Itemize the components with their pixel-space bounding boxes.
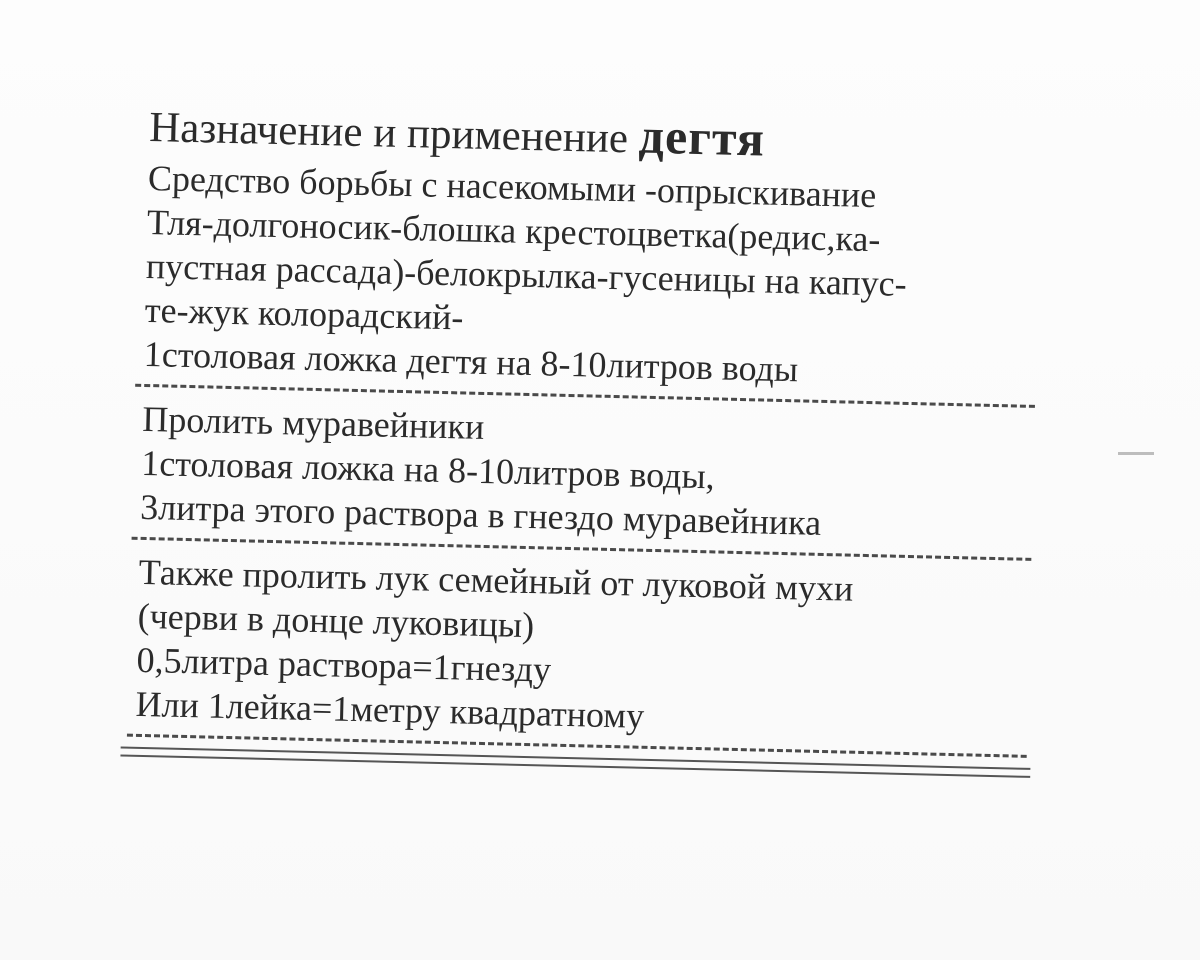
text-line: 0,5литра раствора=1гнезду	[136, 639, 552, 690]
text-line: Также пролить лук семейный от луковой мухи	[138, 551, 854, 609]
title-main: Назначение и применение	[148, 103, 640, 163]
title-emphasis: дегтя	[638, 107, 766, 167]
text-line: пустная рассада)-белокрылка-гусеницы на капус-	[145, 245, 908, 304]
text-line: Пролить муравейники	[141, 398, 485, 447]
text-line: 3литра этого раствора в гнездо муравейника	[139, 486, 822, 543]
text-line: 1столовая ложка дегтя на 8-10литров воды	[143, 333, 799, 390]
text-line: Или 1лейка=1метру квадратному	[135, 683, 645, 736]
text-line: Средство борьбы с насекомыми -опрыскивание	[147, 157, 877, 216]
document-body	[134, 96, 1059, 778]
text-line: те-жук колорадский-	[144, 289, 464, 338]
section-insect-spraying	[143, 156, 1058, 397]
section-anthills	[140, 397, 1053, 550]
text-line: 1столовая ложка на 8-10литров воды,	[140, 442, 716, 497]
scan-speck	[1118, 452, 1154, 455]
text-line: Тля-долгоносик-блошка крестоцветка(редис,ка-	[146, 201, 881, 260]
section-onion-fly	[135, 550, 1049, 747]
text-line: (черви в донце луковицы)	[137, 595, 535, 646]
